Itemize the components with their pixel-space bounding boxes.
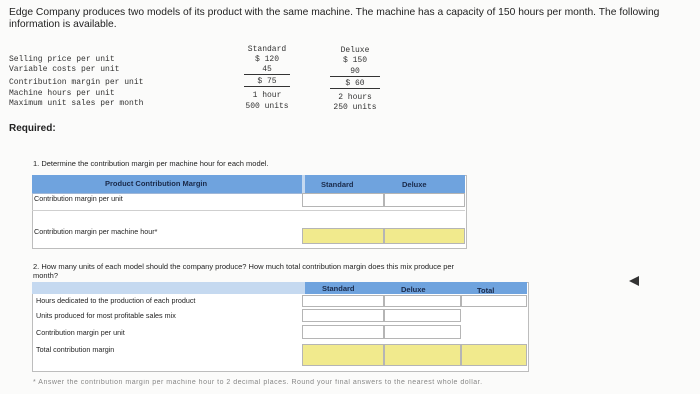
info-row-label: Variable costs per unit — [9, 65, 120, 74]
q2-row-label: Total contribution margin — [36, 345, 115, 354]
question-1-text: 1. Determine the contribution margin per machine hour for each model. — [33, 159, 269, 168]
required-heading: Required: — [9, 123, 56, 134]
info-row-deluxe: 2 hours — [338, 93, 372, 102]
info-row-label: Machine hours per unit — [9, 89, 115, 98]
info-row-standard: $ 120 — [254, 55, 279, 64]
q2-units-deluxe-input[interactable] — [384, 309, 461, 322]
q2-total-cm-standard-input[interactable] — [302, 344, 384, 366]
q1-cm-unit-standard-input[interactable] — [302, 193, 384, 207]
q1-header-title: Product Contribution Margin — [105, 179, 208, 188]
q1-header-row — [32, 175, 465, 194]
q2-header-row — [32, 282, 527, 294]
q2-row-label: Contribution margin per unit — [36, 328, 125, 337]
info-row-standard: $ 75 — [244, 77, 290, 87]
info-row-standard: 1 hour — [252, 91, 282, 100]
q2-total-cm-total-input[interactable] — [461, 344, 527, 366]
q1-cm-unit-deluxe-input[interactable] — [384, 193, 465, 207]
intro-paragraph: Edge Company produces two models of its product with the same machine. The machine has a capacity of 150 hours per month. The following information is available. — [9, 7, 660, 30]
footnote-cutoff: * Answer the contribution margin per machine hour to 2 decimal places. Round your final answers to the nearest whole dollar. — [33, 379, 483, 386]
info-row-deluxe: $ 60 — [330, 79, 380, 89]
q2-hours-standard-input[interactable] — [302, 295, 384, 307]
info-row-label: Contribution margin per unit — [9, 78, 144, 87]
q2-header-standard: Standard — [322, 284, 355, 293]
q2-hours-total-input[interactable] — [461, 295, 527, 307]
q1-cm-hour-deluxe-input[interactable] — [384, 228, 465, 244]
info-row-deluxe: $ 150 — [342, 56, 367, 65]
q2-header-total: Total — [477, 286, 495, 295]
q1-header-standard: Standard — [321, 180, 354, 189]
q1-row-label: Contribution margin per unit — [34, 194, 123, 203]
info-row-label: Maximum unit sales per month — [9, 99, 144, 108]
info-row-deluxe: 90 — [330, 67, 380, 77]
q2-units-standard-input[interactable] — [302, 309, 384, 322]
question-2-text: 2. How many units of each model should the company produce? How much total contribution margin does this mix produce per month? — [33, 262, 455, 280]
info-header-standard: Standard — [247, 45, 287, 54]
q1-header-deluxe: Deluxe — [402, 180, 427, 189]
info-row-label: Selling price per unit — [9, 55, 115, 64]
info-row-standard: 500 units — [245, 102, 289, 111]
info-row-standard: 45 — [244, 65, 290, 75]
q2-cm-unit-deluxe-input[interactable] — [384, 325, 461, 339]
q2-cm-unit-standard-input[interactable] — [302, 325, 384, 339]
q2-row-label: Units produced for most profitable sales mix — [36, 311, 176, 320]
q2-total-cm-deluxe-input[interactable] — [384, 344, 461, 366]
q1-row-label: Contribution margin per machine hour* — [34, 227, 158, 236]
mouse-pointer-icon — [629, 276, 639, 286]
q2-header-deluxe: Deluxe — [401, 285, 426, 294]
info-row-deluxe: 250 units — [333, 103, 377, 112]
q2-row-label: Hours dedicated to the production of each product — [36, 296, 196, 305]
q2-hours-deluxe-input[interactable] — [384, 295, 461, 307]
info-header-deluxe: Deluxe — [340, 46, 370, 55]
q1-cm-hour-standard-input[interactable] — [302, 228, 384, 244]
